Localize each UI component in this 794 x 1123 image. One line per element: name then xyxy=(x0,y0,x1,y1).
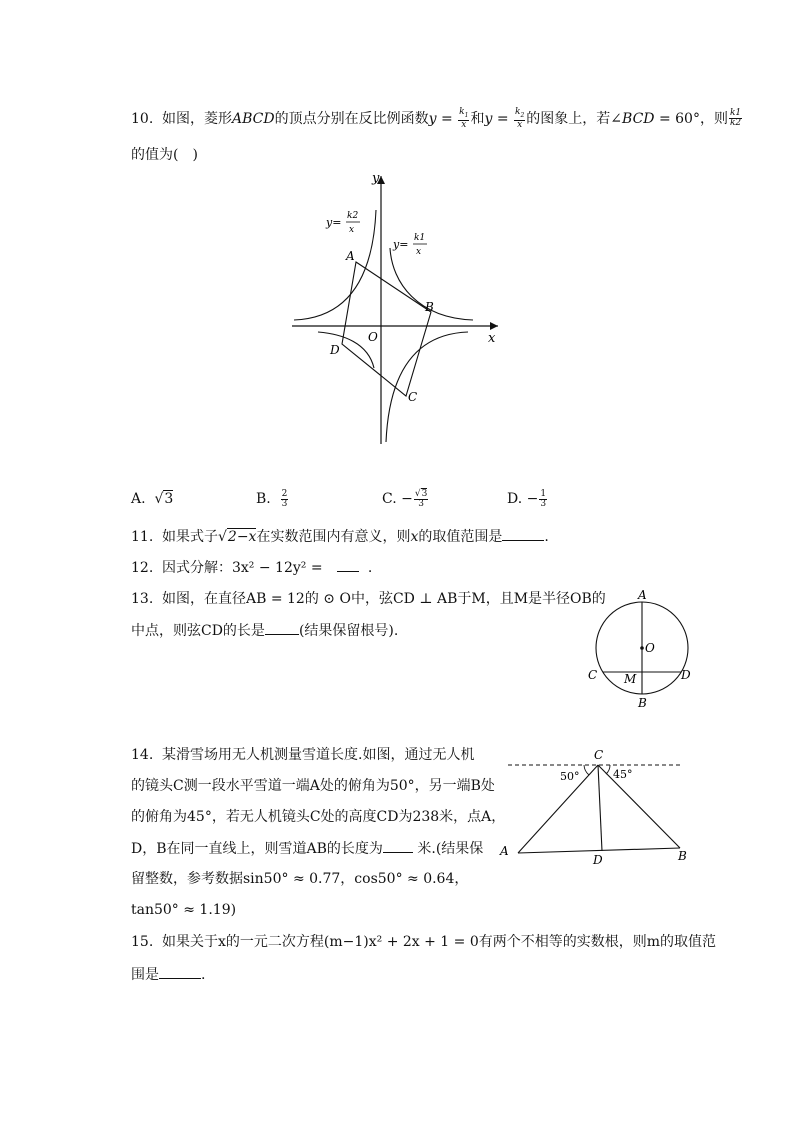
q14-line4: D，B在同一直线上，则雪道AB的长度为 米.(结果保 xyxy=(131,838,483,859)
x-axis-label: x xyxy=(488,331,496,346)
q14-line5: 留整数，参考数据sin50° ≈ 0.77，cos50° ≈ 0.64， xyxy=(131,871,469,887)
q15-line1: 15. 如果关于x的一元二次方程(m−1)x² + 2x + 1 = 0有两个不相等的实数根，则m的取值范 xyxy=(131,934,717,950)
point-c-label: C xyxy=(408,390,418,404)
center-dot xyxy=(640,646,644,650)
point-m-label: M xyxy=(624,672,637,686)
q12-line: 12. 因式分解：3x² − 12y² = . xyxy=(131,557,372,578)
origin-label: O xyxy=(368,330,378,344)
x-axis-arrow-icon xyxy=(490,322,498,330)
point-d-label: D xyxy=(681,668,691,682)
q14-line3: 的俯角为45°，若无人机镜头C处的高度CD为238米，点A， xyxy=(131,809,506,825)
func-k1-label: y= xyxy=(393,238,409,251)
y-axis-label: y xyxy=(372,171,380,186)
q14-answer-blank[interactable] xyxy=(383,838,413,853)
q14-line2: 的镜头C测一段水平雪道一端A处的俯角为50°，另一端B处 xyxy=(131,778,495,794)
q10-line2: 的值为( ) xyxy=(131,147,198,163)
hyperbola-k2-branch-lower xyxy=(386,332,468,442)
point-b-label: B xyxy=(638,696,647,710)
option-d[interactable]: D. − $\frac{1}{3}$ xyxy=(507,488,547,509)
point-a-label: A xyxy=(346,249,355,263)
func-k1-denominator: x xyxy=(416,247,422,257)
point-b-label: B xyxy=(425,300,434,314)
line-ca xyxy=(518,765,598,853)
q13-answer-blank[interactable] xyxy=(265,620,299,635)
fraction-k1-over-x: $\frac{k_1}{x}$ xyxy=(459,107,469,130)
q15-line2: 围是 . xyxy=(131,964,205,985)
point-a-label: A xyxy=(638,588,647,602)
func-k2-numerator: k2 xyxy=(347,211,359,221)
point-d-label: D xyxy=(593,853,603,867)
option-c[interactable]: C. − $\frac{√3}{3}$ xyxy=(382,488,428,509)
q13-circle-figure xyxy=(584,586,700,712)
q14-drone-figure xyxy=(498,746,698,870)
q13-line2: 中点，则弦CD的长是 (结果保留根号). xyxy=(131,620,398,641)
angle-50-label: 50° xyxy=(560,770,580,783)
q10-number: 10. xyxy=(131,110,154,127)
q11-answer-blank[interactable] xyxy=(502,526,544,541)
fraction-k2-over-x: $\frac{k_2}{x}$ xyxy=(515,107,525,130)
line-cb xyxy=(598,765,680,848)
line-cd xyxy=(598,765,602,851)
point-a-label: A xyxy=(500,844,509,858)
q10-hyperbola-figure xyxy=(288,168,508,448)
func-k1-numerator: k1 xyxy=(414,233,426,243)
option-a[interactable]: A. √3 xyxy=(131,491,174,507)
func-k2-label: y= xyxy=(326,216,342,229)
angle-45-label: 45° xyxy=(613,768,633,781)
point-d-label: D xyxy=(330,343,340,357)
func-k2-denominator: x xyxy=(349,225,355,235)
fraction-k1-over-k2: $\frac{k1}{k2}$ xyxy=(729,108,742,129)
q15-answer-blank[interactable] xyxy=(159,964,201,979)
q11-line: 11. 如果式子√2−x在实数范围内有意义，则x的取值范围是 . xyxy=(131,526,549,547)
option-b[interactable]: B. $\frac{2}{3}$ xyxy=(256,488,288,509)
center-o-label: O xyxy=(645,641,655,655)
q14-line1: 14. 某滑雪场用无人机测量雪道长度.如图，通过无人机 xyxy=(131,747,475,763)
q12-answer-blank[interactable] xyxy=(337,557,359,572)
point-b-label: B xyxy=(678,849,687,863)
point-c-label: C xyxy=(594,748,604,762)
rhombus-abcd xyxy=(342,262,431,396)
point-c-label: C xyxy=(588,668,598,682)
q10-line1: 10. 如图，菱形ABCD的顶点分别在反比例函数y = $\frac{k_1}{x}$ 和y = $\frac{k_2}{x}$ 的图象上，若∠BCD = 60°，则 $\frac{k1}{k2}$ xyxy=(131,107,742,130)
angle-50-arc xyxy=(584,765,589,775)
q13-line1: 13. 如图，在直径AB = 12的 ⊙ O中，弦CD ⊥ AB于M，且M是半径OB的 xyxy=(131,591,606,607)
q14-line6: tan50° ≈ 1.19) xyxy=(131,902,237,918)
angle-45-arc xyxy=(606,765,610,774)
